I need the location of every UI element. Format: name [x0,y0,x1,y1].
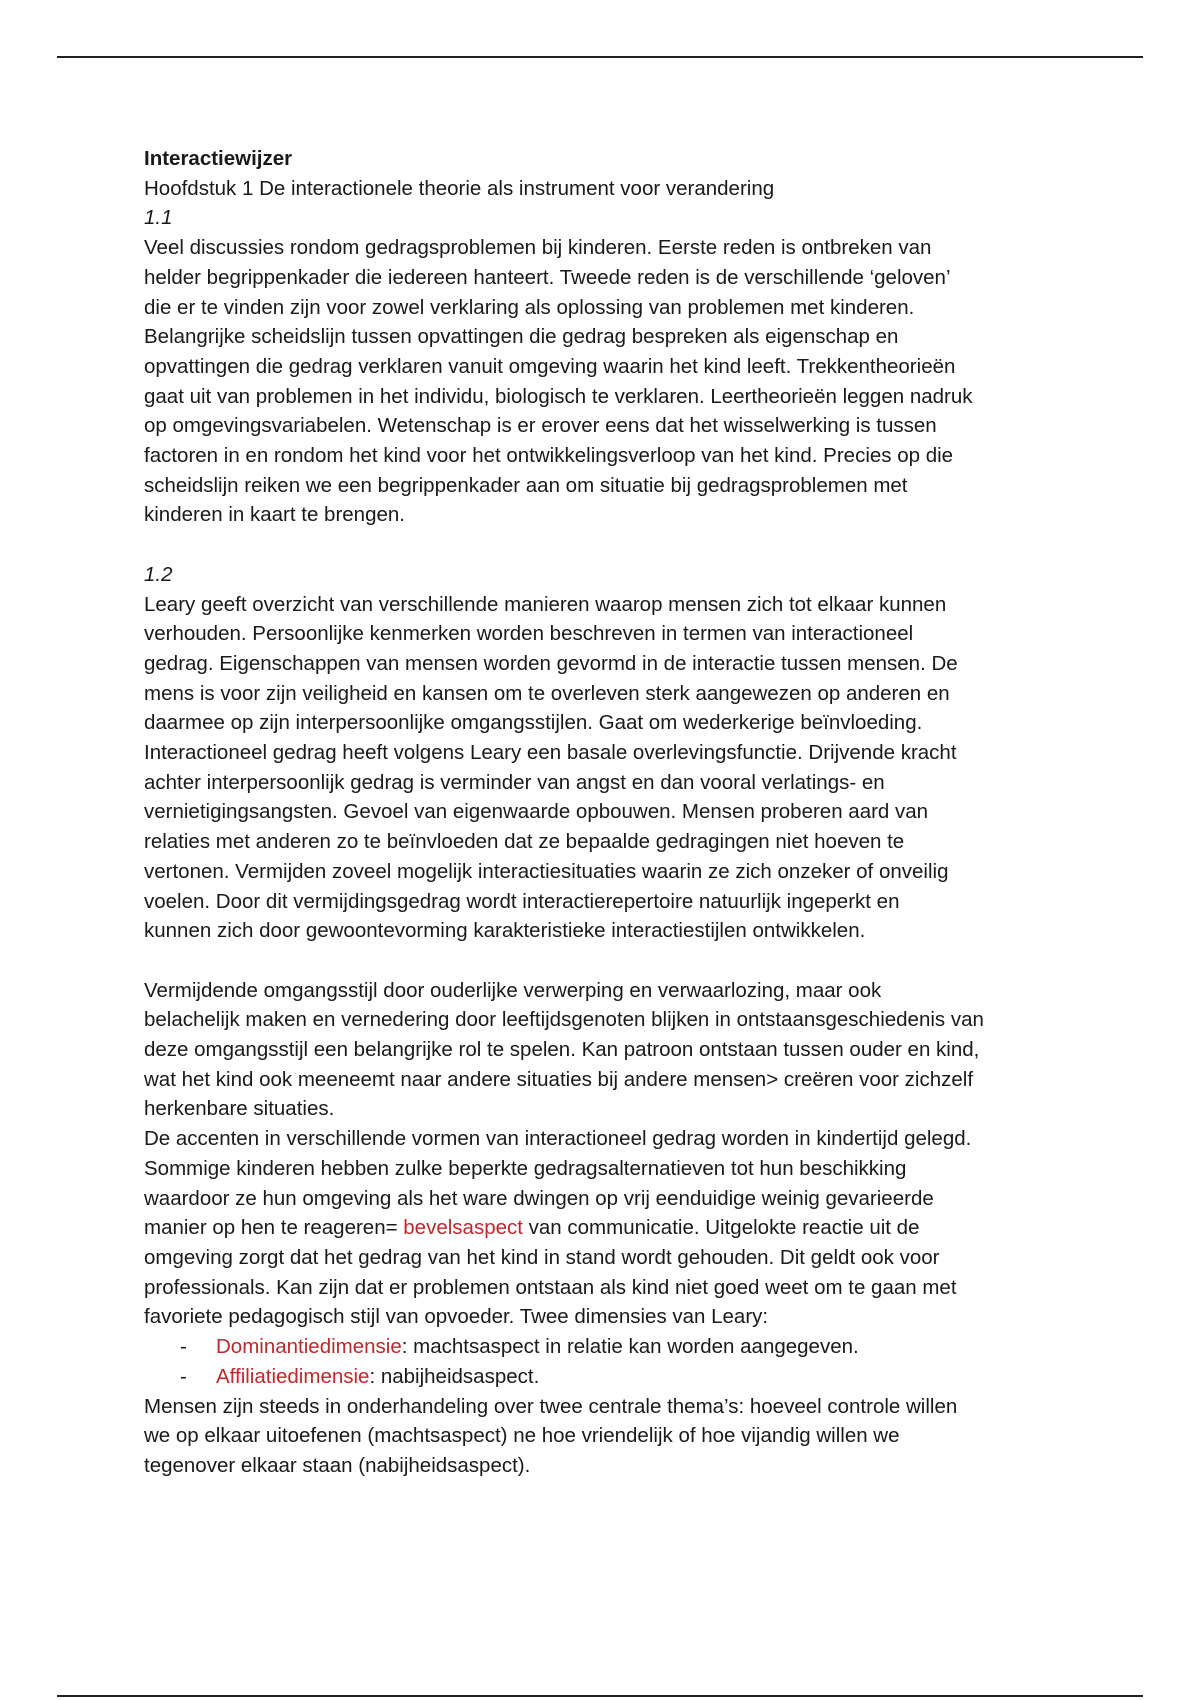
text-line: Interactioneel gedrag heeft volgens Leary een basale overlevingsfunctie. Drijvende kracht [144,741,957,765]
text-line: belachelijk maken en vernedering door leeftijdsgenoten blijken in ontstaansgeschiedenis van [144,1008,984,1032]
text-line: daarmee op zijn interpersoonlijke omgangsstijlen. Gaat om wederkerige beïnvloeding. [144,711,923,735]
text-line: omgeving zorgt dat het gedrag van het kind in stand wordt gehouden. Dit geldt ook voor [144,1245,940,1269]
footer-rule [57,1695,1143,1697]
text-line: achter interpersoonlijk gedrag is verminder van angst en dan vooral verlatings- en [144,770,885,794]
paragraph-1-2-a [144,590,1064,946]
text-line: kunnen zich door gewoontevorming karakteristieke interactiestijlen ontwikkelen. [144,919,866,943]
text-line: voelen. Door dit vermijdingsgedrag wordt interactierepertoire natuurlijk ingeperkt en [144,889,900,913]
text-line: we op elkaar uitoefenen (machtsaspect) ne hoe vriendelijk of hoe vijandig willen we [144,1424,900,1448]
blank-line [144,946,1064,976]
text-line: mens is voor zijn veiligheid en kansen om te overleven sterk aangewezen op anderen en [144,681,950,705]
paragraph-closing [144,1392,1064,1481]
text-line: deze omgangsstijl een belangrijke rol te spelen. Kan patroon ontstaan tussen ouder en kind, [144,1038,980,1062]
text-run: manier op hen te reageren= [144,1216,404,1240]
text-line: scheidslijn reiken we een begrippenkader aan om situatie bij gedragsproblemen met [144,473,908,497]
text-line: gedrag. Eigenschappen van mensen worden gevormd in de interactie tussen mensen. De [144,651,958,675]
paragraph-1-2-b [144,976,1064,1332]
text-line: Veel discussies rondom gedragsproblemen bij kinderen. Eerste reden is ontbreken van [144,236,932,260]
list-item-affiliatiedimensie [144,1362,1064,1392]
text-line: wat het kind ook meeneemt naar andere situaties bij andere mensen> creëren voor zichzelf [144,1067,974,1091]
text-line: op omgevingsvariabelen. Wetenschap is er erover eens dat het wisselwerking is tussen [144,414,937,438]
text-line: tegenover elkaar staan (nabijheidsaspect). [144,1453,531,1477]
text-line: gaat uit van problemen in het individu, biologisch te verklaren. Leertheorieën leggen nadruk [144,384,973,408]
bullet-dash: - [180,1335,187,1359]
document-body [144,144,1064,1481]
bullet-list [144,1332,1064,1391]
bullet-dash: - [180,1364,187,1388]
text-run: van communicatie. Uitgelokte reactie uit de [522,1216,920,1240]
text-line: waardoor ze hun omgeving als het ware dwingen op vrij eenduidige weinig gevarieerde [144,1186,934,1210]
text-line: Mensen zijn steeds in onderhandeling over twee centrale thema’s: hoeveel controle willen [144,1394,958,1418]
text-line: kinderen in kaart te brengen. [144,503,405,527]
section-heading-1-1: 1.1 [144,206,173,230]
term-bevelsaspect: bevelsaspect [403,1216,523,1240]
bullet-text: : nabijheidsaspect. [369,1364,540,1388]
text-line: herkenbare situaties. [144,1097,335,1121]
text-line: verhouden. Persoonlijke kenmerken worden beschreven in termen van interactioneel [144,622,914,646]
text-line: vernietigingsangsten. Gevoel van eigenwaarde opbouwen. Mensen proberen aard van [144,800,929,824]
list-item-dominantiedimensie [144,1332,1064,1362]
text-line-bevelsaspect [144,1213,1064,1243]
section-heading-1-2: 1.2 [144,562,173,586]
text-line: helder begrippenkader die iedereen hanteert. Tweede reden is de verschillende ‘geloven’ [144,265,951,289]
text-line: Belangrijke scheidslijn tussen opvattingen die gedrag bespreken als eigenschap en [144,325,899,349]
chapter-heading: Hoofdstuk 1 De interactionele theorie als instrument voor verandering [144,176,775,200]
text-line: vertonen. Vermijden zoveel mogelijk interactiesituaties waarin ze zich onzeker of onveilig [144,859,949,883]
text-line: opvattingen die gedrag verklaren vanuit omgeving waarin het kind leeft. Trekkentheorieën [144,354,956,378]
text-line: die er te vinden zijn voor zowel verklaring als oplossing van problemen met kinderen. [144,295,915,319]
document-title: Interactiewijzer [144,147,293,170]
bullet-text: : machtsaspect in relatie kan worden aangegeven. [401,1335,859,1359]
blank-line [144,530,1064,560]
term-affiliatiedimensie: Affiliatiedimensie [216,1364,370,1388]
text-line: factoren in en rondom het kind voor het ontwikkelingsverloop van het kind. Precies op die [144,444,954,468]
header-rule [57,56,1143,58]
text-line: relaties met anderen zo te beïnvloeden dat ze bepaalde gedragingen niet hoeven te [144,830,905,854]
text-line: Vermijdende omgangsstijl door ouderlijke verwerping en verwaarlozing, maar ook [144,978,882,1002]
paragraph-1-1 [144,233,1064,530]
text-line: favoriete pedagogisch stijl van opvoeder. Twee dimensies van Leary: [144,1305,769,1329]
term-dominantiedimensie: Dominantiedimensie [216,1335,402,1359]
text-line: Sommige kinderen hebben zulke beperkte gedragsalternatieven tot hun beschikking [144,1156,907,1180]
text-line: professionals. Kan zijn dat er problemen ontstaan als kind niet goed weet om te gaan met [144,1275,957,1299]
text-line: De accenten in verschillende vormen van interactioneel gedrag worden in kindertijd gelegd. [144,1127,972,1151]
text-line: Leary geeft overzicht van verschillende manieren waarop mensen zich tot elkaar kunnen [144,592,947,616]
